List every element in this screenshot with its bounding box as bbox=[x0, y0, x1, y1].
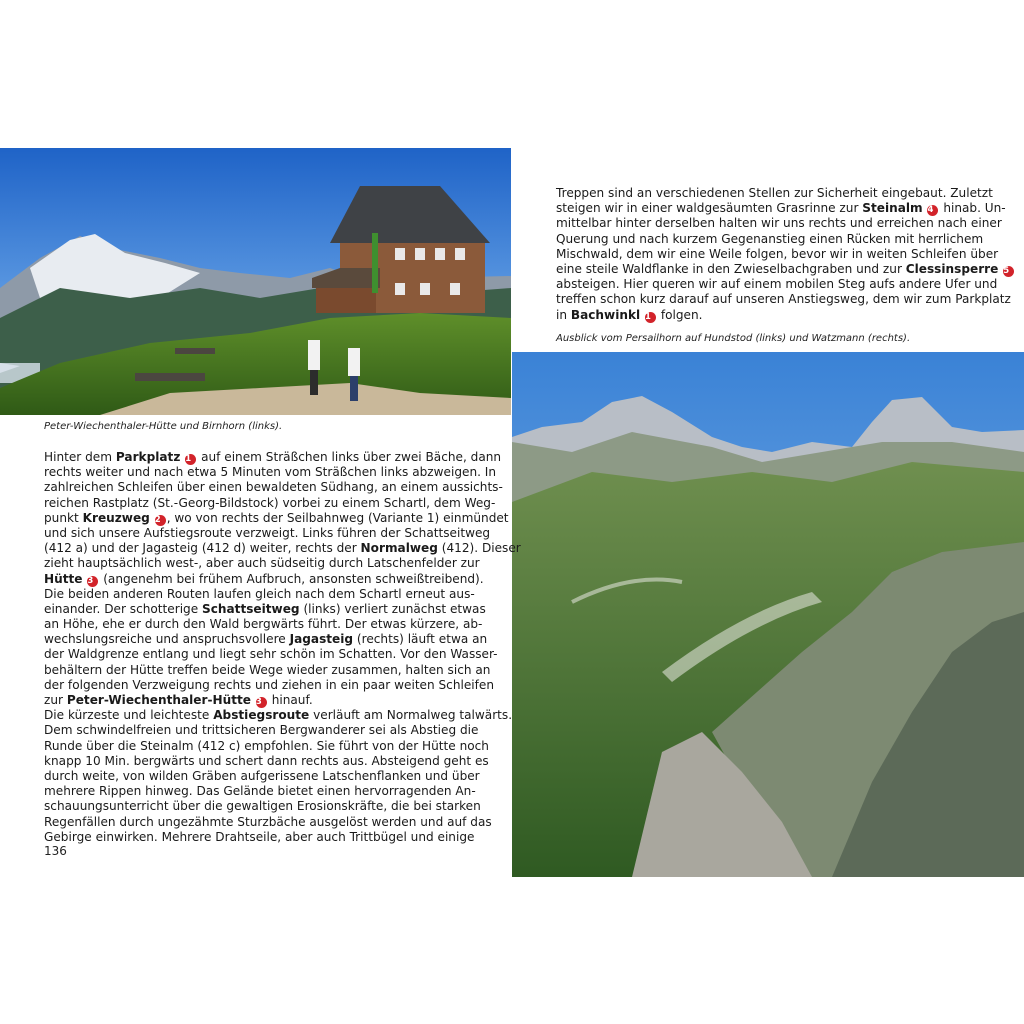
waypoint-marker-2: 2 bbox=[155, 515, 166, 526]
waypoint-marker-3b: 3 bbox=[256, 697, 267, 708]
right-body-text: Treppen sind an verschiedenen Stellen zur Sicherheit eingebaut. Zuletzt steigen wir in einer waldgesäumten Grasrinne zur Steinalm 4 hinab. Un- mittelbar hinter derselben halten wir uns rechts und erreichen nach einer Querung und nach kurzem Gegenanstieg einen Rücken mit herrlichem Mischwald, dem wir eine Weile folgen, bevor wir in weiten Schleifen über eine steile Waldflanke in den Zwieselbachgraben und zur Clessinsperre 5 absteigen. Hier queren wir auf einem mobilen Steg aufs andere Ufer und treffen schon kurz darauf auf unseren Anstiegsweg, dem wir zum Parkplatz in Bachwinkl 1 folgen. bbox=[556, 186, 980, 323]
schattseitweg-label: Schattseitweg bbox=[202, 601, 300, 616]
normalweg-label: Normalweg bbox=[360, 541, 438, 556]
waypoint-marker-1: 1 bbox=[185, 454, 196, 465]
parkplatz-label: Parkplatz bbox=[115, 450, 181, 464]
clessinsperre-label: Clessinsperre bbox=[905, 261, 999, 276]
waypoint-marker-1b: 1 bbox=[645, 312, 656, 323]
kreuzweg-label: Kreuzweg bbox=[82, 510, 150, 525]
bachwinkl-label: Bachwinkl bbox=[570, 307, 641, 322]
left-body-text: Hinter dem Parkplatz 1 auf einem Sträßchen links über zwei Bäche, dann rechts weiter und nach etwa 5 Minuten vom Sträßchen links abzweigen. In zahlreichen Schleifen über einen bewaldeten Südhang, an einem aussichts- reichen Rastplatz (St.-Georg-Bildstock) vorbei zu einem Schartl, dem Weg- punkt Kreuzweg 2 , wo von rechts der Seilbahnweg (Variante 1) einmündet und sich unsere Aufstiegsroute verzweigt. Links führen der Schattseitweg (412 a) und der Jagasteig (412 d) weiter, rechts der Normalweg (412). Dieser zieht hauptsächlich west-, aber auch südseitig durch Latschenfelder zur Hütte 3 (angenehm bei frühem Aufbruch, ansonsten schweißtreibend). Die beiden anderen Routen laufen gleich nach dem Schartl erneut aus- einander. Der schotterige Schattseitweg (links) verliert zunächst etwas an Höhe, ehe er durch den Wald bergwärts führt. Der etwas kürzere, ab- wechslungsreiche und anspruchsvollere Jagasteig (rechts) läuft etwa an der Waldgrenze entlang und liegt sehr schön im Schatten. Vor den Wasser- behältern der Hütte treffen beide Wege wieder zusammen, halten sich an der folgenden Verzweigung rechts und ziehen in ein paar weiten Schleifen zur Peter-Wiechenthaler-Hütte 3 hinauf. Die kürzeste und leichteste Abstiegsroute verläuft am Normalweg talwärts. Dem schwindelfreien und trittsicheren Bergwanderer sei als Abstieg die Runde über die Steinalm (412 c) empfohlen. Sie führt von der Hütte noch knapp 10 Min. bergwärts und schert dann rechts aus. Absteigend geht es durch weite, von wilden Gräben aufgerissene Latschenflanken und über mehrere Rippen hinweg. Das Gelände bietet einen hervorragenden An- schauungsunterricht über die gewaltigen Erosionskräfte, die bei starken Regenfällen durch ungezähmte Sturzbäche ausgelöst werden und auf das Gebirge einwirken. Mehrere Drahtseile, aber auch Trittbügel und einige bbox=[44, 450, 521, 844]
steinalm-label: Steinalm bbox=[862, 201, 923, 216]
waypoint-marker-5: 5 bbox=[1003, 266, 1014, 277]
waypoint-marker-4: 4 bbox=[927, 205, 938, 216]
mountain-photo bbox=[512, 352, 1024, 877]
mountain-photo-caption: Ausblick vom Persailhorn auf Hundstod (links) und Watzmann (rechts). bbox=[556, 333, 911, 344]
hut-photo bbox=[0, 148, 511, 415]
wiechenthaler-huette-label: Peter-Wiechenthaler-Hütte bbox=[66, 693, 251, 707]
abstiegsroute-label: Abstiegsroute bbox=[213, 708, 310, 723]
page-number: 136 bbox=[44, 844, 67, 858]
hut-photo-caption: Peter-Wiechenthaler-Hütte und Birnhorn (links). bbox=[44, 421, 283, 432]
waypoint-marker-3: 3 bbox=[87, 576, 98, 587]
jagasteig-label: Jagasteig bbox=[289, 632, 354, 647]
huette-label: Hütte bbox=[44, 571, 83, 586]
